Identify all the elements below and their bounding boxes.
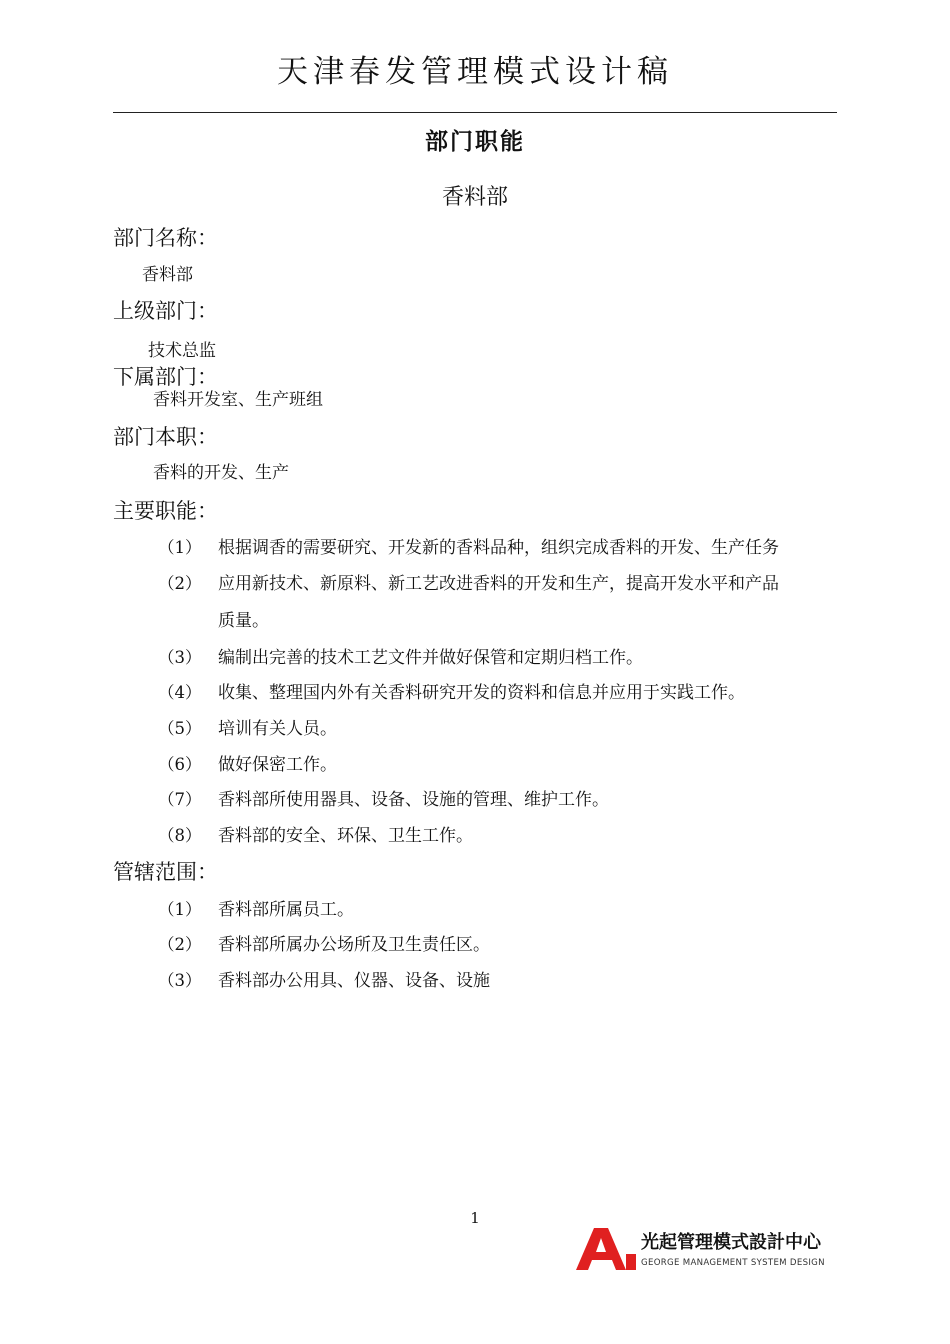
superior-department-label: 上级部门： <box>113 299 218 323</box>
function-item: 香料部的安全、环保、卫生工作。 <box>218 826 473 846</box>
function-item: 编制出完善的技术工艺文件并做好保管和定期归档工作。 <box>218 648 643 668</box>
function-number: （4） <box>158 683 202 702</box>
company-logo-icon <box>574 1228 636 1270</box>
document-title: 天津春发管理模式设计稿 <box>277 54 673 90</box>
department-name-value: 香料部 <box>142 265 193 285</box>
logo-chinese-name: 光起管理模式設計中心 <box>641 1232 821 1253</box>
function-number: （5） <box>158 719 202 738</box>
function-item: 应用新技术、新原料、新工艺改进香料的开发和生产，提高开发水平和产品 <box>218 574 779 594</box>
section-title: 部门职能 <box>425 129 525 155</box>
function-number: （6） <box>158 755 202 774</box>
page-number: 1 <box>470 1209 480 1227</box>
jurisdiction-scope-label: 管辖范围： <box>113 860 218 884</box>
scope-item: 香料部所属办公场所及卫生责任区。 <box>218 935 490 955</box>
function-item-continuation: 质量。 <box>218 611 269 631</box>
function-number: （2） <box>158 574 202 593</box>
function-item: 香料部所使用器具、设备、设施的管理、维护工作。 <box>218 790 609 810</box>
subordinate-department-value: 香料开发室、生产班组 <box>153 390 323 410</box>
function-item: 做好保密工作。 <box>218 755 337 775</box>
subordinate-department-label: 下属部门： <box>113 365 218 389</box>
function-item: 收集、整理国内外有关香料研究开发的资料和信息并应用于实践工作。 <box>218 683 745 703</box>
scope-number: （1） <box>158 900 202 919</box>
department-duty-label: 部门本职： <box>113 425 218 449</box>
function-number: （7） <box>158 790 202 809</box>
function-item: 培训有关人员。 <box>218 719 337 739</box>
main-functions-label: 主要职能： <box>113 499 218 523</box>
logo-english-name: GEORGE MANAGEMENT SYSTEM DESIGN <box>641 1258 825 1268</box>
scope-item: 香料部办公用具、仪器、设备、设施 <box>218 971 490 991</box>
function-number: （1） <box>158 538 202 557</box>
function-number: （8） <box>158 826 202 845</box>
function-item: 根据调香的需要研究、开发新的香料品种，组织完成香料的开发、生产任务 <box>218 538 779 558</box>
function-number: （3） <box>158 648 202 667</box>
scope-number: （3） <box>158 971 202 990</box>
header-divider <box>113 112 837 113</box>
department-title: 香料部 <box>441 185 508 210</box>
scope-item: 香料部所属员工。 <box>218 900 354 920</box>
scope-number: （2） <box>158 935 202 954</box>
superior-department-value: 技术总监 <box>148 341 216 361</box>
department-duty-value: 香料的开发、生产 <box>153 463 289 483</box>
department-name-label: 部门名称： <box>113 226 218 250</box>
